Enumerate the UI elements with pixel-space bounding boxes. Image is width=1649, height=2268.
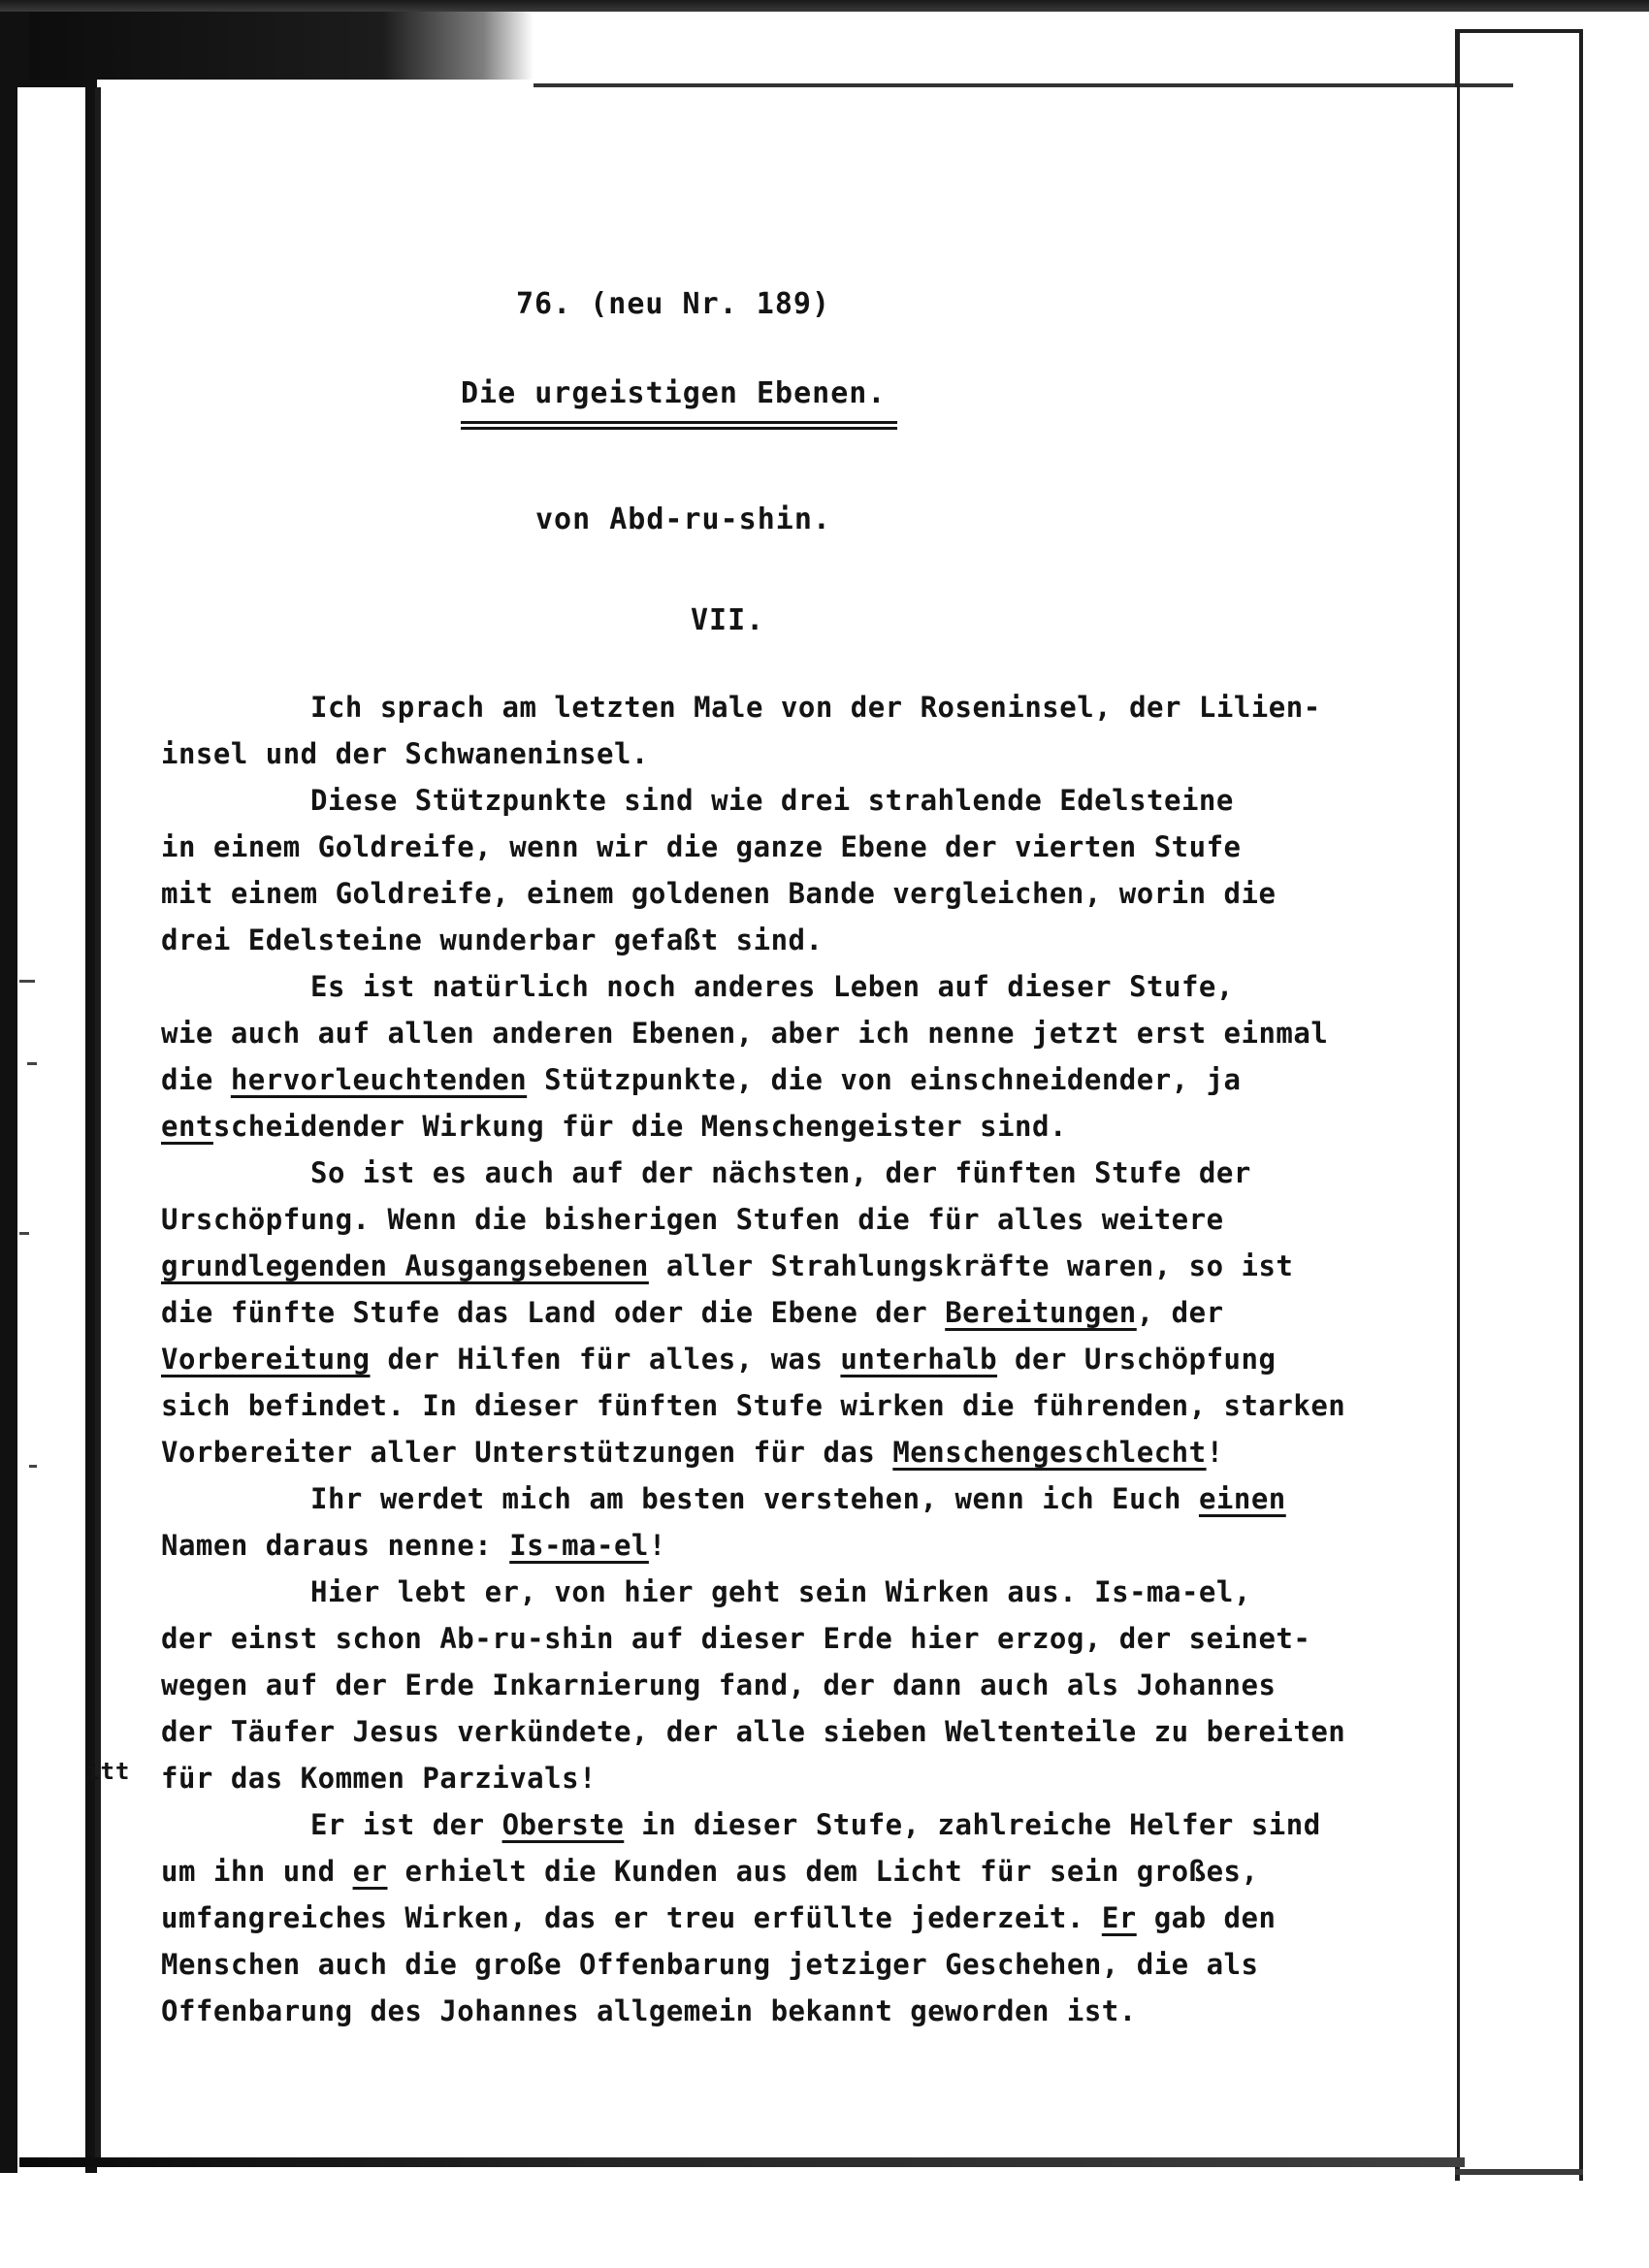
text-segment: Menschen auch die große Offenbarung jetziger Geschehen, die als (161, 1948, 1259, 1981)
text-segment: Namen daraus nenne: (161, 1529, 510, 1562)
text-segment: erhielt die Kunden aus dem Licht für sein großes, (387, 1855, 1259, 1888)
underlined-text: Vorbereitung (161, 1343, 371, 1376)
text-line (310, 685, 1321, 729)
title-double-underline (461, 421, 897, 430)
text-line (310, 1150, 1251, 1195)
text-line (161, 1057, 1242, 1102)
text-line (161, 871, 1276, 916)
text-segment: Urschöpfung. Wenn die bisherigen Stufen die für alles weitere (161, 1203, 1224, 1236)
text-segment: wegen auf der Erde Inkarnierung fand, der dann auch als Johannes (161, 1669, 1277, 1701)
scan-top-smudge (29, 12, 534, 80)
margin-tick (19, 980, 35, 983)
margin-tick (19, 1232, 29, 1235)
text-segment: in dieser Stufe, zahlreiche Helfer sind (624, 1808, 1321, 1841)
text-line (161, 1430, 1224, 1474)
margin-note: itt (85, 1758, 131, 1785)
text-line (161, 1011, 1328, 1055)
text-segment: mit einem Goldreife, einem goldenen Bande vergleichen, worin die (161, 877, 1277, 910)
text-line (310, 1802, 1321, 1847)
text-segment: So ist es auch auf der nächsten, der fünften Stufe der (310, 1156, 1251, 1189)
scan-bottom-rule-right (1455, 2169, 1583, 2175)
text-segment: die (161, 1063, 231, 1096)
text-line (161, 1523, 666, 1568)
text-line (161, 1290, 1224, 1335)
text-segment: der Urschöpfung (997, 1343, 1277, 1376)
text-segment: für das Kommen Parzivals! (161, 1762, 597, 1795)
document-number: 76. (neu Nr. 189) (516, 287, 831, 321)
text-line (161, 731, 649, 776)
text-segment: aller Strahlungskräfte waren, so ist (648, 1249, 1294, 1282)
text-segment: wie auch auf allen anderen Ebenen, aber ich nenne jetzt erst einmal (161, 1017, 1329, 1050)
text-line (161, 1663, 1276, 1707)
underlined-text: grundlegenden Ausgangsebenen (161, 1249, 649, 1282)
text-segment: insel und der Schwaneninsel. (161, 737, 649, 770)
scan-top-edge (0, 0, 1649, 12)
text-line (161, 918, 823, 962)
text-line (310, 1570, 1251, 1614)
text-segment: der Täufer Jesus verkündete, der alle sieben Weltenteile zu bereiten (161, 1715, 1346, 1748)
text-line (161, 1989, 1137, 2033)
text-segment: ! (648, 1529, 666, 1562)
scan-bottom-rule (19, 2157, 1465, 2167)
underlined-text: Oberste (501, 1808, 625, 1841)
text-segment: der Hilfen für alles, was (370, 1343, 841, 1376)
margin-tick (27, 1062, 37, 1065)
text-line (161, 1849, 1258, 1894)
text-line (310, 964, 1234, 1009)
text-segment: gab den (1136, 1901, 1277, 1934)
margin-tick (29, 1465, 37, 1468)
text-segment: Stützpunkte, die von einschneidender, ja (527, 1063, 1242, 1096)
text-line (161, 825, 1242, 869)
scan-left-edge-inner (17, 87, 85, 2173)
text-segment: der einst schon Ab-ru-shin auf dieser Erde hier erzog, der seinet- (161, 1622, 1311, 1655)
text-segment: umfangreiches Wirken, das er treu erfüllte jederzeit. (161, 1901, 1102, 1934)
text-line (161, 1104, 1067, 1149)
text-segment: Hier lebt er, von hier geht sein Wirken aus. Is-ma-el, (310, 1575, 1251, 1608)
scan-right-frame (1455, 29, 1583, 2181)
text-segment: Er ist der (310, 1808, 502, 1841)
text-segment: , der (1136, 1296, 1224, 1329)
underlined-text: Menschengeschlecht (892, 1436, 1207, 1469)
document-title: Die urgeistigen Ebenen. (461, 376, 887, 410)
underlined-text: unterhalb (840, 1343, 998, 1376)
text-segment: sich befindet. In dieser fünften Stufe wirken die führenden, starken (161, 1389, 1346, 1422)
text-segment: drei Edelsteine wunderbar gefaßt sind. (161, 923, 824, 956)
underlined-text: er (352, 1855, 388, 1888)
text-line (161, 1337, 1276, 1381)
underlined-text: Bereitungen (945, 1296, 1137, 1329)
text-line (161, 1244, 1293, 1288)
text-segment: ! (1206, 1436, 1224, 1469)
text-segment: Vorbereiter aller Unterstützungen für das (161, 1436, 893, 1469)
text-segment: die fünfte Stufe das Land oder die Ebene der (161, 1296, 946, 1329)
text-line (161, 1895, 1276, 1940)
text-segment: Ich sprach am letzten Male von der Roseninsel, der Lilien- (310, 691, 1321, 724)
text-line (161, 1756, 597, 1800)
underlined-text: hervorleuchtenden (230, 1063, 528, 1096)
underlined-text: Is-ma-el (509, 1529, 649, 1562)
text-line (161, 1616, 1310, 1661)
text-segment: Es ist natürlich noch anderes Leben auf dieser Stufe, (310, 970, 1234, 1003)
text-line (161, 1383, 1345, 1428)
text-segment: in einem Goldreife, wenn wir die ganze Ebene der vierten Stufe (161, 830, 1242, 863)
text-segment: Ihr werdet mich am besten verstehen, wenn ich Euch (310, 1482, 1199, 1515)
underlined-text: einen (1198, 1482, 1286, 1515)
underlined-text: Er (1101, 1901, 1137, 1934)
text-line (310, 1476, 1286, 1521)
text-segment: um ihn und (161, 1855, 353, 1888)
text-segment: Diese Stützpunkte sind wie drei strahlende Edelsteine (310, 784, 1234, 817)
text-line (161, 1197, 1224, 1242)
text-line (310, 778, 1234, 823)
text-line (161, 1942, 1258, 1987)
document-author: von Abd-ru-shin. (535, 502, 831, 536)
text-segment: Offenbarung des Johannes allgemein bekannt geworden ist. (161, 1994, 1137, 2027)
text-segment: scheidender Wirkung für die Menschengeister sind. (212, 1110, 1067, 1143)
underlined-text: ent (161, 1110, 213, 1143)
text-line (161, 1709, 1345, 1754)
document-part-number: VII. (691, 603, 765, 637)
